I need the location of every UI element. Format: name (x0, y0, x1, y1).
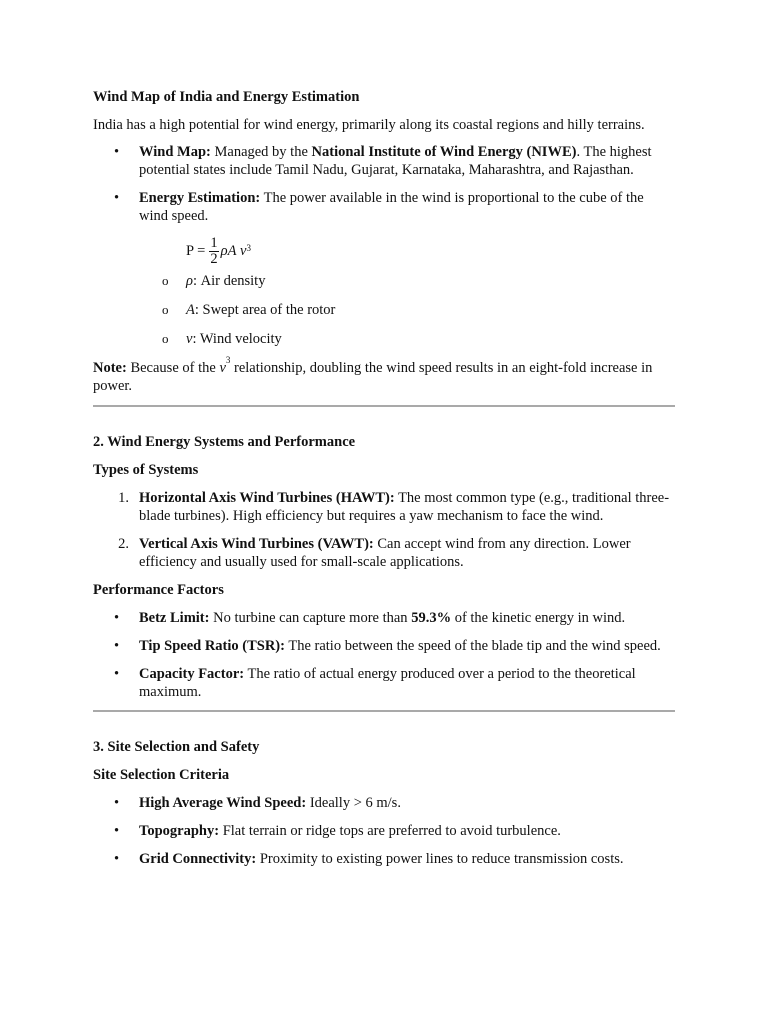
note-exponent: 3 (225, 355, 231, 366)
variable-description: : Swept area of the rotor (194, 302, 336, 318)
energy-estimation-text: The power available in the wind is proportional to the cube of the wind speed. (139, 190, 644, 224)
section-divider (93, 405, 675, 407)
formula-rho: ρ (220, 243, 228, 259)
criteria-label: Grid Connectivity: (139, 851, 257, 867)
list-item-energy-estimation (93, 189, 675, 225)
betz-text-post: of the kinetic energy in wind. (451, 610, 626, 626)
criteria-heading: Site Selection Criteria (93, 767, 230, 783)
list-item-topography (93, 822, 675, 840)
section-1-intro: India has a high potential for wind energy, primarily along its coastal regions and hilly terrains. (93, 117, 645, 133)
section-3-title: 3. Site Selection and Safety (93, 739, 260, 755)
fraction-numerator: 1 (210, 234, 218, 251)
betz-label: Betz Limit: (139, 610, 210, 626)
wind-map-text-post: . The highest potential states include Tamil Nadu, Gujarat, Karnataka, Maharashtra, and Rajasthan. (139, 144, 652, 178)
criteria-label: High Average Wind Speed: (139, 795, 307, 811)
performance-heading: Performance Factors (93, 582, 224, 598)
criteria-text: Proximity to existing power lines to reduce transmission costs. (256, 851, 624, 867)
list-item-tsr (93, 637, 675, 655)
criteria-label: Topography: (139, 823, 220, 839)
variable-symbol: ρ (186, 273, 193, 289)
variable-list (93, 272, 675, 348)
fraction-denominator: 2 (210, 250, 218, 267)
list-item-vawt (93, 535, 675, 571)
energy-estimation-label: Energy Estimation: (139, 190, 261, 206)
tsr-text: The ratio between the speed of the blade tip and the wind speed. (284, 638, 661, 654)
vawt-text: Can accept wind from any direction. Lower efficiency and usually used for small-scale applications. (139, 536, 631, 570)
capacity-factor-label: Capacity Factor: (139, 666, 245, 682)
list-item-grid-connectivity (93, 850, 675, 868)
hawt-text: The most common type (e.g., traditional three-blade turbines). High efficiency but requires a yaw mechanism to face the wind. (139, 490, 670, 524)
betz-text-pre: No turbine can capture more than (209, 610, 412, 626)
criteria-text: Ideally > 6 m/s. (306, 795, 401, 811)
niwe-org: National Institute of Wind Energy (NIWE) (311, 144, 577, 160)
wind-map-text-pre: Managed by the (210, 144, 312, 160)
list-item-wind-speed (93, 794, 675, 812)
criteria-text: Flat terrain or ridge tops are preferred to avoid turbulence. (219, 823, 561, 839)
variable-area (93, 301, 675, 319)
variable-description: : Wind velocity (192, 331, 282, 347)
types-heading: Types of Systems (93, 462, 199, 478)
note-paragraph (93, 355, 675, 395)
formula-area: A (227, 243, 237, 259)
list-item-capacity-factor (93, 665, 675, 701)
variable-symbol: A (186, 302, 195, 318)
formula-velocity: v (240, 243, 247, 259)
variable-velocity (93, 330, 675, 348)
document-content (93, 88, 675, 868)
capacity-factor-text: The ratio of actual energy produced over a period to the theoretical maximum. (139, 666, 636, 700)
variable-description: : Air density (192, 273, 266, 289)
variable-rho (93, 272, 675, 290)
types-list (93, 489, 675, 571)
note-velocity: v (219, 360, 226, 376)
list-marker: 1. (118, 490, 129, 506)
criteria-list (93, 794, 675, 868)
wind-map-label: Wind Map: (139, 144, 211, 160)
note-text-post: relationship, doubling the wind speed results in an eight-fold increase in power. (93, 360, 653, 394)
section-divider (93, 710, 675, 712)
section-2-title: 2. Wind Energy Systems and Performance (93, 434, 356, 450)
section-1-list (93, 143, 675, 225)
vawt-label: Vertical Axis Wind Turbines (VAWT): (139, 536, 374, 552)
formula-lhs: P = (186, 243, 206, 259)
variable-symbol: v (186, 331, 193, 347)
list-item-betz (93, 609, 675, 627)
betz-value: 59.3% (411, 610, 452, 626)
power-formula: P = $\frac{1}{2}$ ρ A v $^3$ (186, 234, 251, 267)
hawt-label: Horizontal Axis Wind Turbines (HAWT): (139, 490, 395, 506)
list-item-wind-map (93, 143, 675, 179)
performance-list (93, 609, 675, 701)
formula-fraction (209, 236, 218, 267)
list-marker: 2. (118, 536, 129, 552)
note-label: Note: (93, 360, 127, 376)
note-text-pre: Because of the (126, 360, 220, 376)
section-1-title: Wind Map of India and Energy Estimation (93, 89, 360, 105)
tsr-label: Tip Speed Ratio (TSR): (139, 638, 285, 654)
list-item-hawt (93, 489, 675, 525)
